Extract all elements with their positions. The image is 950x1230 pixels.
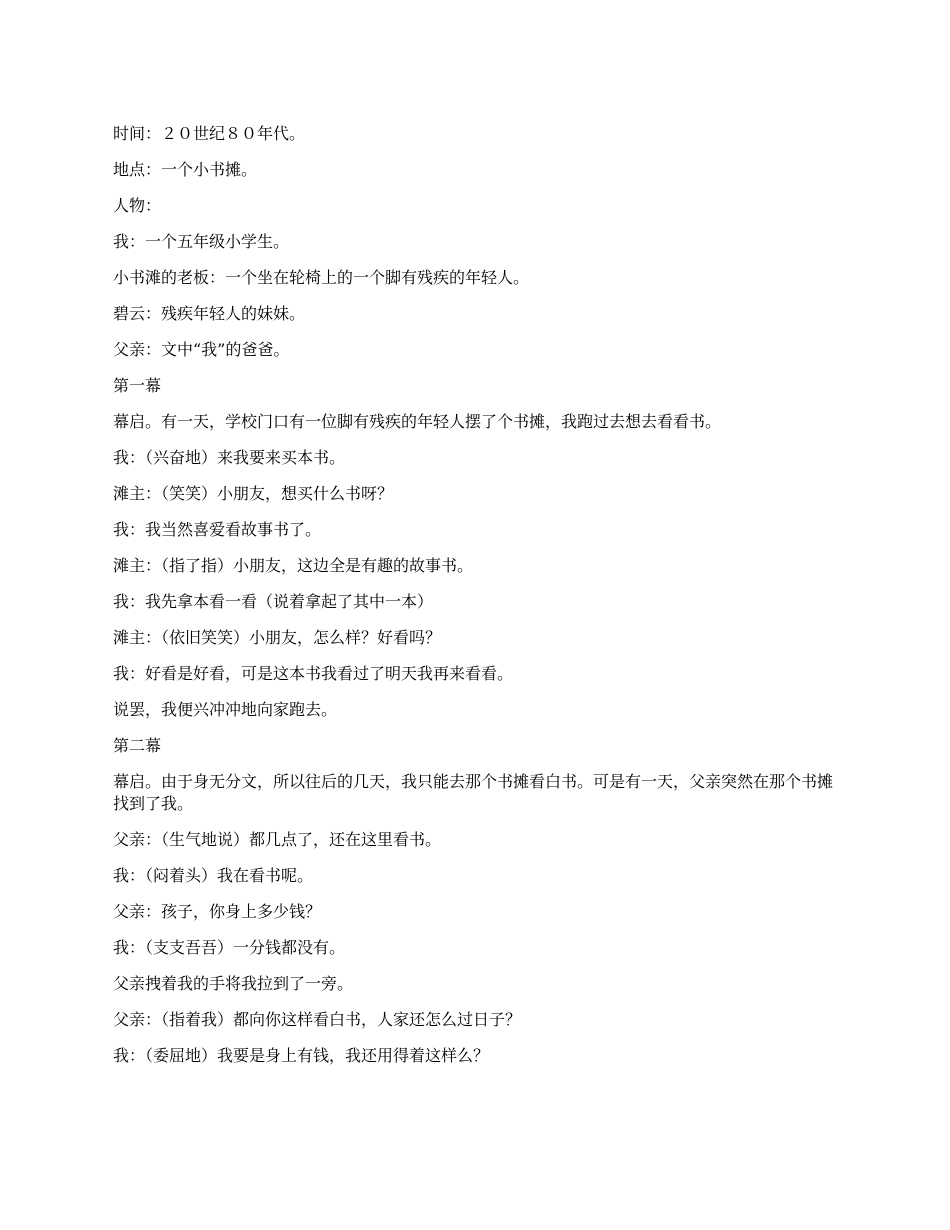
dialogue-line: 我：（委屈地）我要是身上有钱，我还用得着这样么？ — [113, 1046, 490, 1065]
paragraph-time: 时间：２０世纪８０年代。 — [113, 124, 306, 143]
dialogue-line: 父亲：孩子，你身上多少钱？ — [113, 902, 322, 921]
dialogue-line: 我：好看是好看，可是这本书我看过了明天我再来看看。 — [113, 664, 514, 683]
paragraph-character-biyun: 碧云：残疾年轻人的妹妹。 — [113, 304, 306, 323]
dialogue-line: 父亲：（指着我）都向你这样看白书，人家还怎么过日子？ — [113, 1010, 522, 1029]
dialogue-line: 我：我当然喜爱看故事书了。 — [113, 520, 322, 539]
dialogue-line: 滩主：（依旧笑笑）小朋友，怎么样？好看吗？ — [113, 628, 442, 647]
narration-line: 父亲拽着我的手将我拉到了一旁。 — [113, 974, 354, 993]
paragraph-character-me: 我：一个五年级小学生。 — [113, 232, 290, 251]
paragraph-character-owner: 小书滩的老板：一个坐在轮椅上的一个脚有残疾的年轻人。 — [113, 268, 530, 287]
dialogue-line: 我：我先拿本看一看（说着拿起了其中一本） — [113, 592, 434, 611]
paragraph-act-two-intro: 幕启。由于身无分文，所以往后的几天，我只能去那个书摊看白书。可是有一天，父亲突然在那个书摊找到了我。 — [113, 772, 834, 813]
paragraph-place: 地点：一个小书摊。 — [113, 160, 258, 179]
narration-line: 说罢，我便兴冲冲地向家跑去。 — [113, 700, 338, 719]
dialogue-line: 我：（支支吾吾）一分钱都没有。 — [113, 938, 346, 957]
dialogue-line: 滩主：（笑笑）小朋友，想买什么书呀？ — [113, 484, 394, 503]
dialogue-line: 我：（兴奋地）来我要来买本书。 — [113, 448, 346, 467]
dialogue-line: 我：（闷着头）我在看书呢。 — [113, 866, 314, 885]
paragraph-act-one-intro: 幕启。有一天，学校门口有一位脚有残疾的年轻人摆了个书摊，我跑过去想去看看书。 — [113, 412, 722, 431]
document-body — [113, 123, 843, 1081]
paragraph-character-father: 父亲：文中“我”的爸爸。 — [113, 340, 290, 359]
paragraph-characters-heading: 人物： — [113, 196, 162, 215]
act-two-heading: 第二幕 — [113, 736, 162, 755]
dialogue-line: 父亲：（生气地说）都几点了，还在这里看书。 — [113, 830, 442, 849]
act-one-heading: 第一幕 — [113, 376, 162, 395]
dialogue-line: 滩主：（指了指）小朋友，这边全是有趣的故事书。 — [113, 556, 474, 575]
